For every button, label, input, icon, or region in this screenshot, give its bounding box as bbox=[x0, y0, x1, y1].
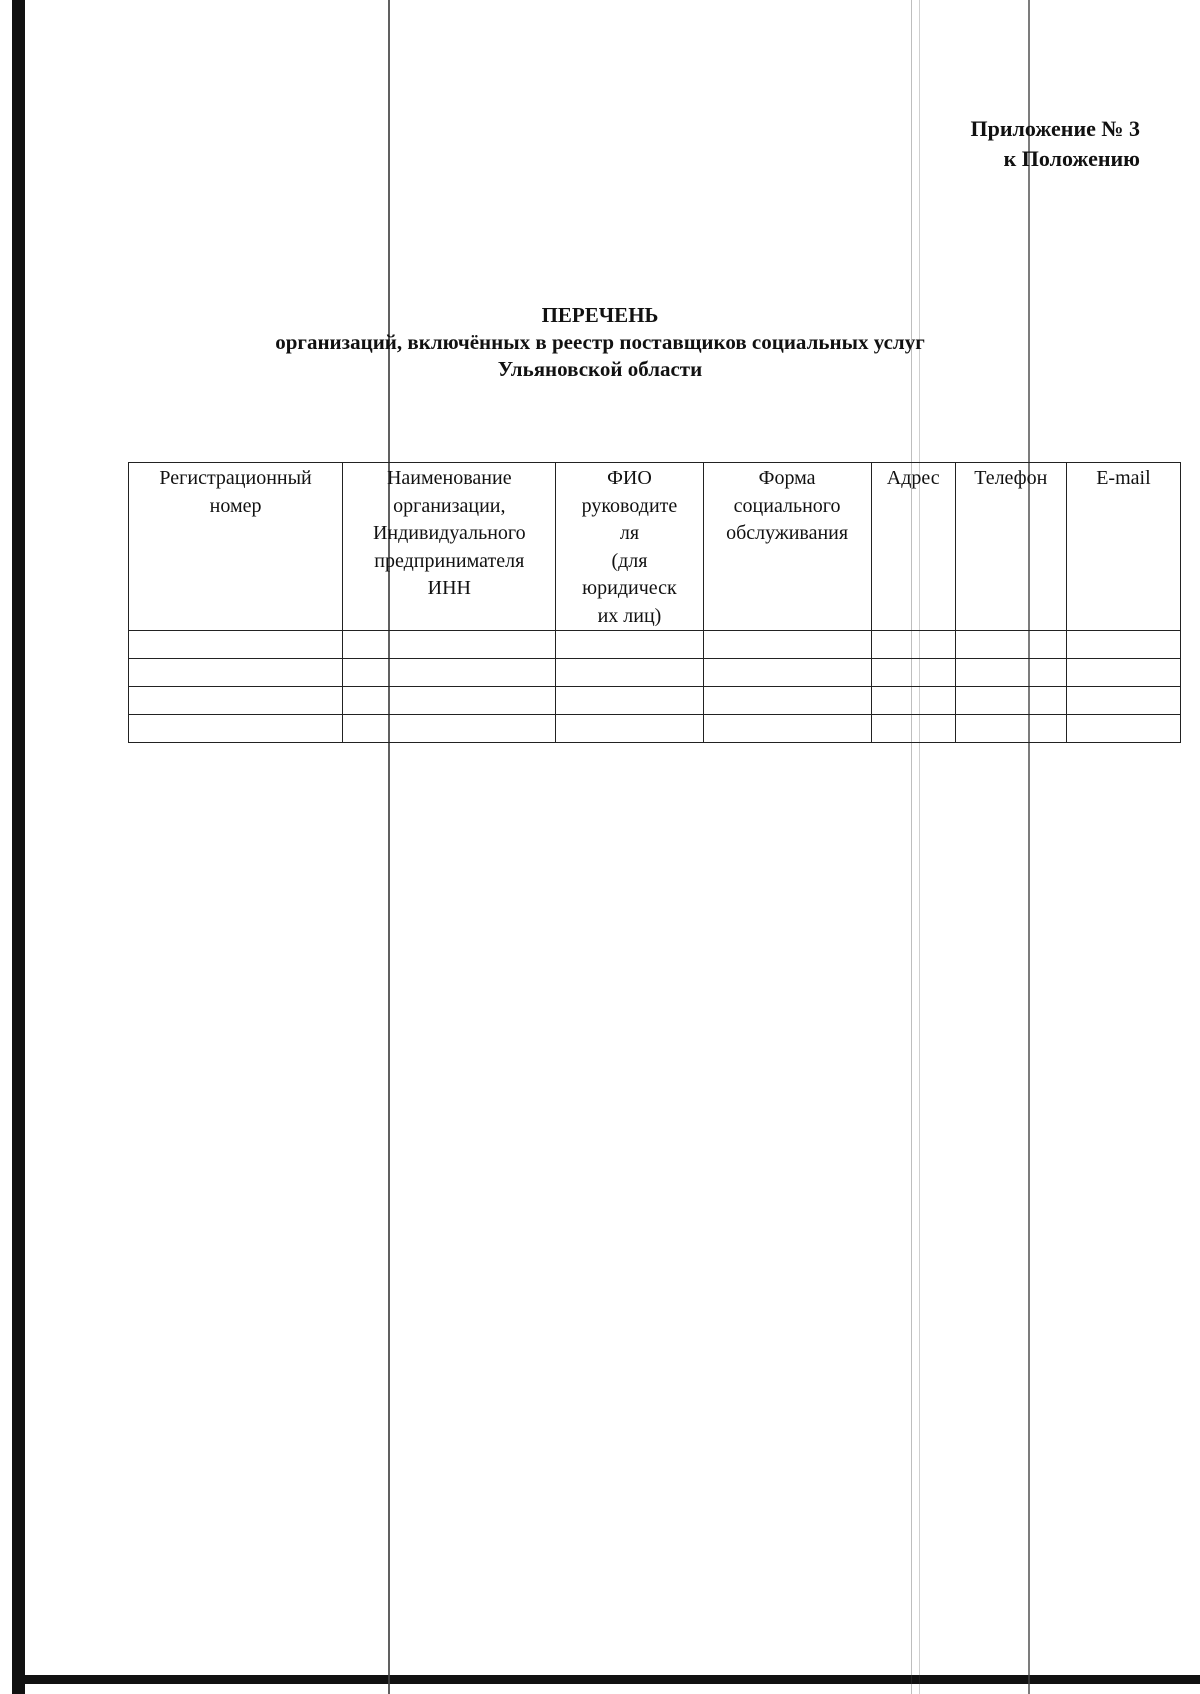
scan-artifact-line bbox=[388, 0, 390, 1694]
table-cell bbox=[703, 659, 871, 687]
table-cell bbox=[871, 687, 955, 715]
table-cell bbox=[556, 631, 703, 659]
table-cell bbox=[129, 715, 343, 743]
title-line-2: организаций, включённых в реестр поставщиков социальных услуг bbox=[275, 330, 925, 354]
column-header bbox=[703, 463, 871, 631]
column-header-line: (для bbox=[611, 549, 648, 572]
column-header bbox=[1066, 463, 1180, 631]
table-cell bbox=[343, 687, 556, 715]
title-main: ПЕРЕЧЕНЬ bbox=[541, 303, 659, 327]
table-cell bbox=[955, 687, 1066, 715]
annex-reference: к Положению bbox=[1003, 146, 1140, 171]
scan-edge-bottom bbox=[12, 1675, 1200, 1684]
table-cell bbox=[1066, 659, 1180, 687]
column-header bbox=[871, 463, 955, 631]
column-header-line: Регистрационный bbox=[159, 467, 312, 489]
column-header-line: Адрес bbox=[886, 467, 940, 489]
column-header-line: Индивидуального bbox=[372, 522, 526, 544]
annex-number: Приложение № 3 bbox=[970, 116, 1140, 141]
column-header-line: ИНН bbox=[427, 577, 471, 599]
table-cell bbox=[556, 687, 703, 715]
table-cell bbox=[343, 631, 556, 659]
document-title bbox=[0, 302, 1200, 383]
column-header-line: ФИО bbox=[607, 467, 652, 489]
column-header-line: их лиц) bbox=[597, 604, 662, 627]
table-body bbox=[129, 631, 1181, 743]
column-header bbox=[343, 463, 556, 631]
table-cell bbox=[871, 659, 955, 687]
table-row bbox=[129, 687, 1181, 715]
column-header-line: Телефон bbox=[974, 467, 1048, 489]
table-header-row bbox=[129, 463, 1181, 631]
column-header-line: ля bbox=[619, 522, 640, 544]
column-header-line: E-mail bbox=[1096, 467, 1151, 489]
column-header bbox=[556, 463, 703, 631]
scan-artifact-line bbox=[919, 0, 920, 1694]
registry-table bbox=[128, 462, 1181, 743]
title-line-3: Ульяновской области bbox=[497, 357, 703, 381]
column-header-line: номер bbox=[209, 494, 262, 517]
table-cell bbox=[703, 631, 871, 659]
table-row bbox=[129, 631, 1181, 659]
table-cell bbox=[1066, 715, 1180, 743]
table-cell bbox=[343, 715, 556, 743]
scan-edge-left bbox=[12, 0, 25, 1694]
table-cell bbox=[556, 659, 703, 687]
scan-artifact-line bbox=[1028, 0, 1030, 1694]
table-cell bbox=[955, 631, 1066, 659]
table-cell bbox=[871, 631, 955, 659]
column-header-line: социального bbox=[733, 494, 841, 517]
table-cell bbox=[1066, 631, 1180, 659]
table-row bbox=[129, 715, 1181, 743]
table-cell bbox=[343, 659, 556, 687]
table-cell bbox=[955, 715, 1066, 743]
table-cell bbox=[1066, 687, 1180, 715]
table-cell bbox=[871, 715, 955, 743]
column-header-line: Наименование bbox=[386, 467, 512, 489]
table-cell bbox=[129, 631, 343, 659]
table-cell bbox=[129, 687, 343, 715]
column-header-line: руководите bbox=[581, 494, 678, 517]
column-header-line: Форма bbox=[758, 467, 816, 489]
column-header-line: предпринимателя bbox=[374, 549, 525, 572]
table-cell bbox=[556, 715, 703, 743]
column-header-line: обслуживания bbox=[726, 522, 849, 544]
table-row bbox=[129, 659, 1181, 687]
table-cell bbox=[129, 659, 343, 687]
scan-artifact-line bbox=[911, 0, 912, 1694]
column-header bbox=[129, 463, 343, 631]
column-header-line: юридическ bbox=[582, 577, 677, 599]
annex-note bbox=[971, 114, 1140, 174]
column-header-line: организации, bbox=[393, 494, 506, 517]
table-cell bbox=[703, 715, 871, 743]
table-cell bbox=[703, 687, 871, 715]
column-header bbox=[955, 463, 1066, 631]
table-cell bbox=[955, 659, 1066, 687]
